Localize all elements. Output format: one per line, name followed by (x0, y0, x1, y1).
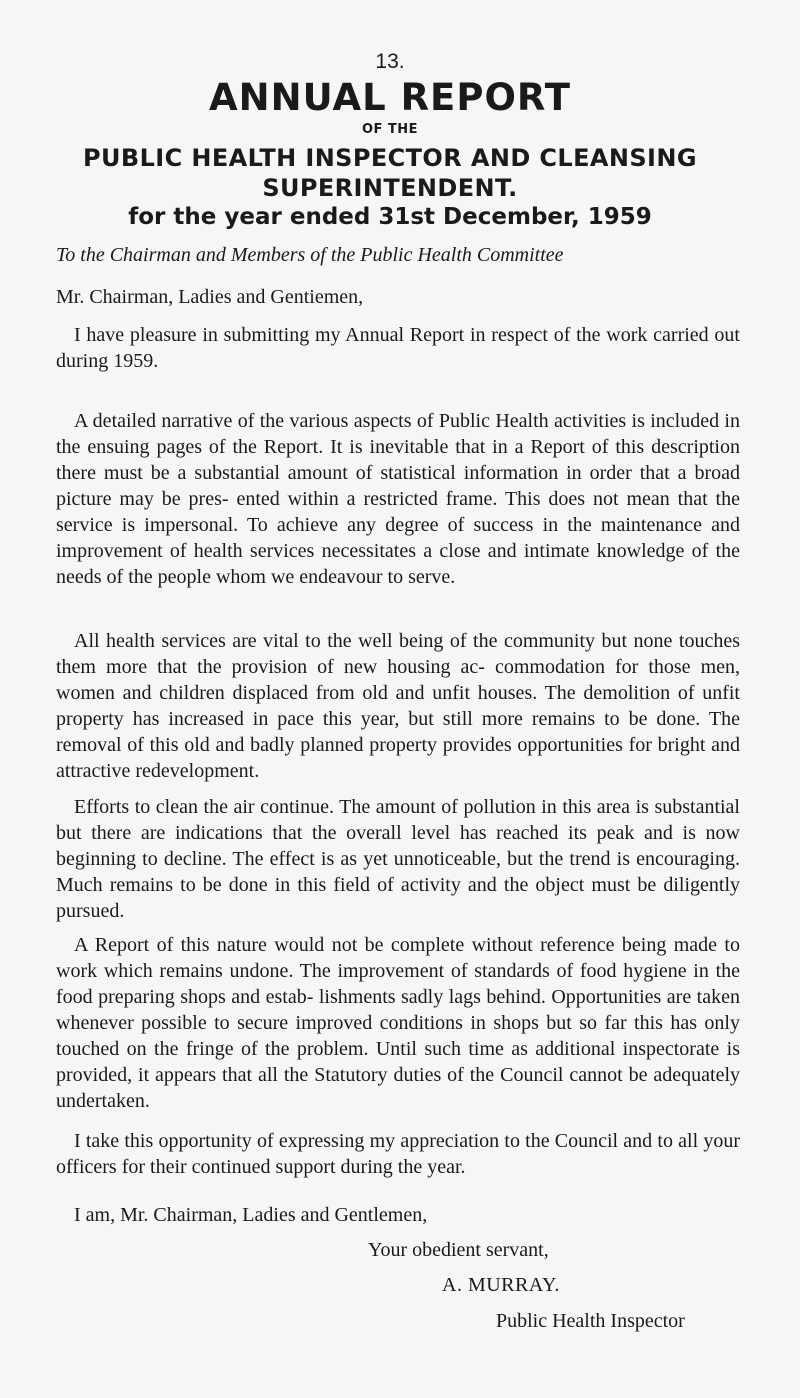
closing-servant: Your obedient servant, (368, 1239, 549, 1261)
closing-line: I am, Mr. Chairman, Ladies and Gentlemen, (74, 1204, 428, 1226)
page-number: 13. (375, 50, 405, 73)
addressee-line: To the Chairman and Members of the Public Health Committee (56, 244, 564, 266)
salutation: Mr. Chairman, Ladies and Gentiemen, (56, 286, 364, 308)
paragraph-housing: All health services are vital to the well being of the community but none touches them more that the provision of new housing ac- commodation for those men, women and children displaced from old and unfit houses. The demolition of unfit property has increased in pace this year, but still more remains to be done. The removal of this old and badly planned property provides opportunities for bright and attractive redevelopment. (56, 630, 740, 782)
signatory-position: Public Health Inspector (496, 1310, 685, 1332)
heading-of-the: OF THE (361, 122, 419, 137)
paragraph-intro: I have pleasure in submitting my Annual Report in respect of the work carried out during 1959. (56, 324, 740, 372)
paragraph-food-hygiene: A Report of this nature would not be complete without reference being made to work which remains undone. The improvement of standards of food hygiene in the food preparing shops and estab- lishments sadly lags behind. Opportunities are taken whenever possible to secure improved conditions in shops but so far this has only touched on the fringe of the problem. Until such time as additional inspectorate is provided, it appears that all the Statutory duties of the Council cannot be adequately undertaken. (56, 934, 740, 1112)
paragraph-appreciation: I take this opportunity of expressing my appreciation to the Council and to all your officers for their continued support during the year. (56, 1130, 740, 1178)
report-heading: ANNUAL REPORT (209, 76, 571, 119)
heading-year-line: for the year ended 31st December, 1959 (128, 204, 652, 230)
paragraph-narrative: A detailed narrative of the various aspects of Public Health activities is included in the ensuing pages of the Report. It is inevitable that in a Report of this description there must be a substantial amount of statistical information in order that a broad picture may be pres- ented within a restricted frame. This does not mean that the service is impersonal. To achieve any degree of success in the maintenance and improvement of health services necessitates a close and intimate knowledge of the needs of the people whom we endeavour to serve. (56, 410, 740, 588)
heading-title-line2: SUPERINTENDENT. (262, 174, 518, 202)
signatory-name: A. MURRAY. (442, 1274, 560, 1296)
paragraph-clean-air: Efforts to clean the air continue. The amount of pollution in this area is substantial but there are indications that the overall level has reached its peak and is now beginning to decline. The effect is as yet unnoticeable, but the trend is encouraging. Much remains to be done in this field of activity and the object must be diligently pursued. (56, 796, 740, 922)
heading-title-line1: PUBLIC HEALTH INSPECTOR AND CLEANSING (83, 144, 697, 172)
